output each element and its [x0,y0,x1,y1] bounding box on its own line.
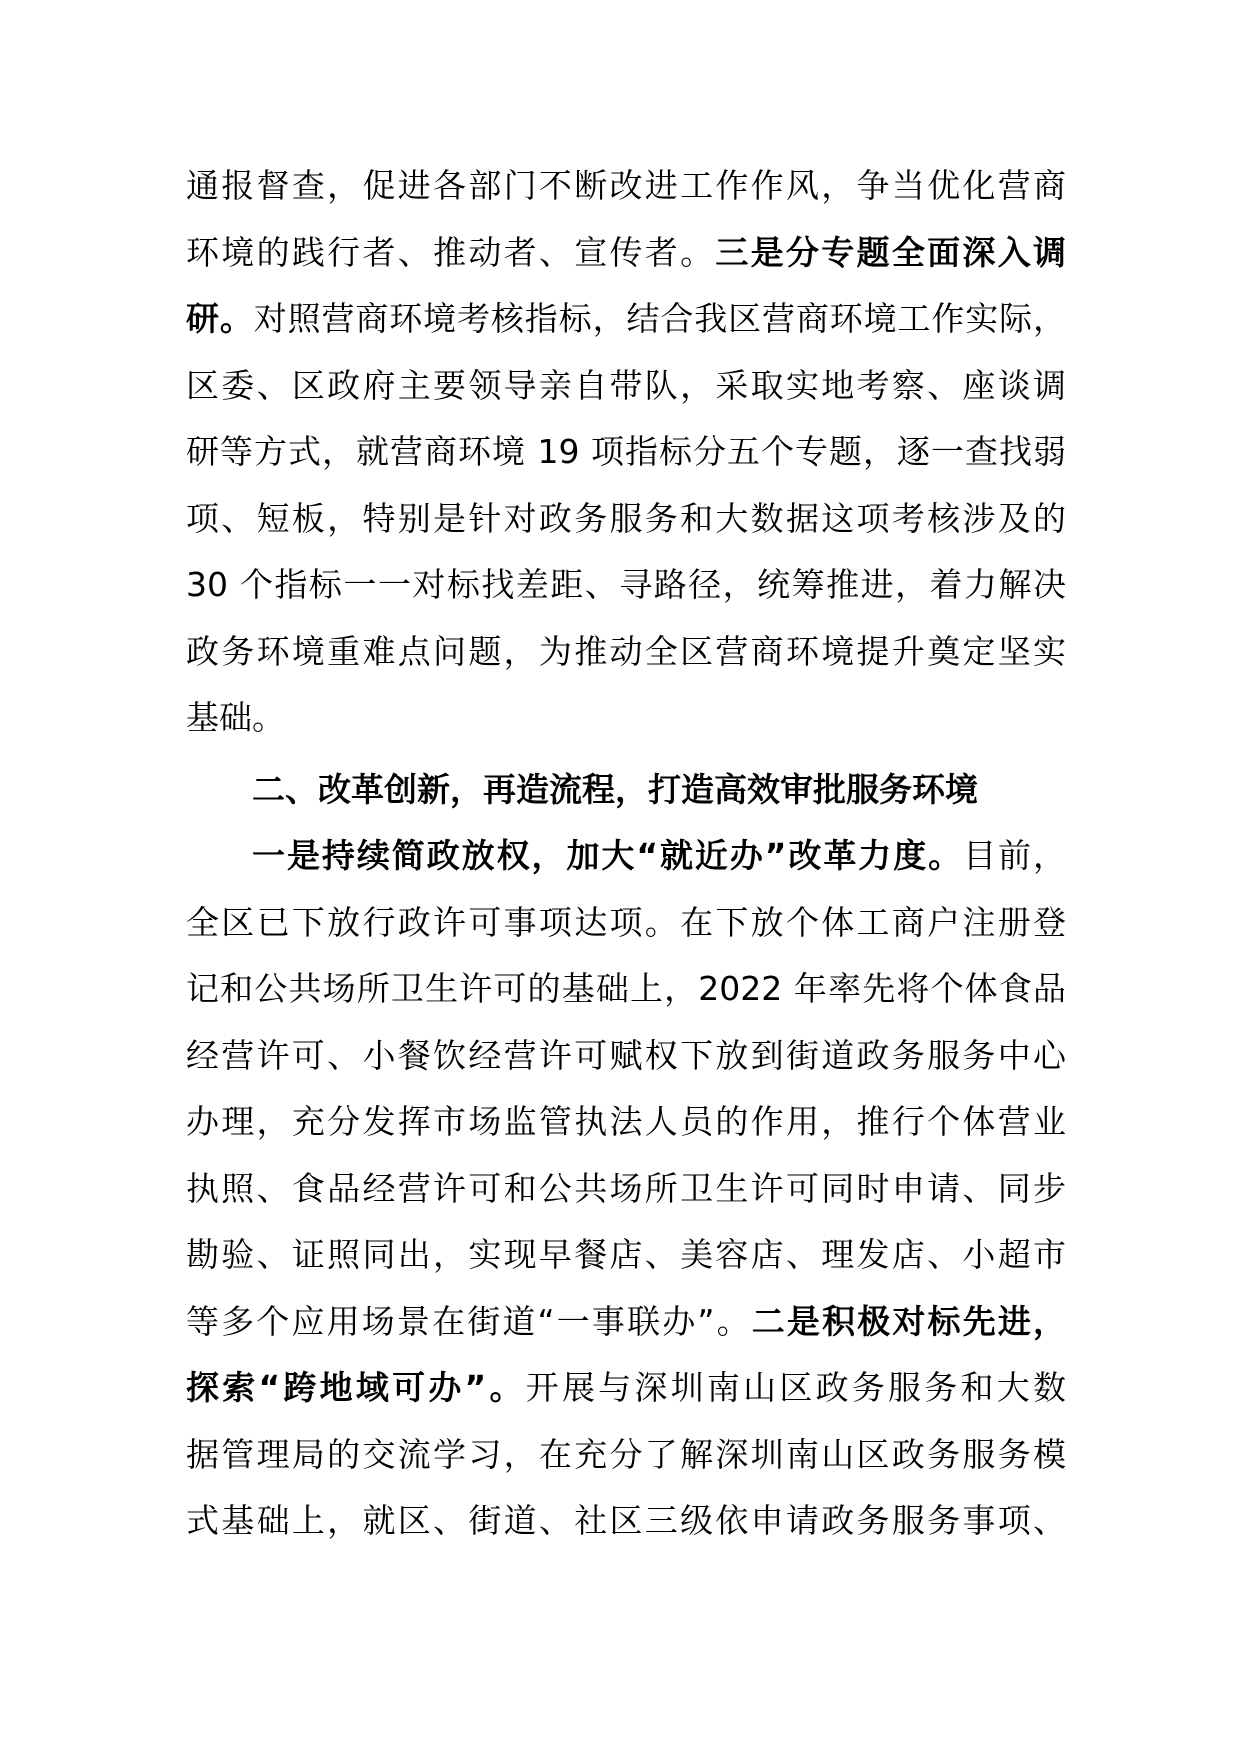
bold-text-run: 二是积极对标先进， [751,1301,1066,1341]
text-run: 等多个应用场景在街道“一事联办”。 [186,1301,752,1341]
paragraph-line: 经营许可、小餐饮经营许可赋权下放到街道政务服务中心 [186,1035,1066,1075]
text-run: 开展与深圳南山区政务服务和大数 [525,1368,1066,1407]
text-run: 对照营商环境考核指标，结合我区营商环境工作实际， [253,299,1066,338]
paragraph-line: 执照、食品经营许可和公共场所卫生许可同时申请、同步 [186,1168,1066,1208]
bold-text-run: 一是持续简政放权，加大“就近办”改革力度。 [252,836,964,875]
document-body [186,153,1066,1555]
paragraph-line [186,220,1066,287]
bold-text-run: 三是分专题全面深入调 [715,232,1066,272]
bold-text-run: 研。 [186,299,254,338]
paragraph-line: 研等方式，就营商环境 19 项指标分五个专题，逐一查找弱 [186,432,1066,471]
paragraph-line: 项、短板，特别是针对政务服务和大数据这项考核涉及的 [186,498,1066,538]
paragraph-line: 通报督查，促进各部门不断改进工作作风，争当优化营商 [186,166,1066,205]
paragraph-line: 办理，充分发挥市场监管执法人员的作用，推行个体营业 [186,1102,1066,1141]
paragraph-line: 全区已下放行政许可事项达项。在下放个体工商户注册登 [186,902,1066,942]
text-run: 目前， [963,836,1066,875]
paragraph-line: 式基础上，就区、街道、社区三级依申请政务服务事项、 [186,1501,1066,1540]
paragraph-line: 区委、区政府主要领导亲自带队，采取实地考察、座谈调 [186,365,1066,405]
paragraph-line: 政务环境重难点问题，为推动全区营商环境提升奠定坚实 [186,631,1066,671]
paragraph-line [186,1355,1066,1422]
paragraph-line [186,823,1066,890]
section-heading: 二、改革创新，再造流程，打造高效审批服务环境 [252,769,978,809]
paragraph-line: 据管理局的交流学习，在充分了解深圳南山区政务服务模 [186,1434,1066,1474]
paragraph-line: 基础。 [186,698,285,737]
paragraph-line: 勘验、证照同出，实现早餐店、美容店、理发店、小超市 [186,1235,1066,1274]
text-run: 环境的践行者、推动者、宣传者。 [186,232,716,272]
paragraph-line: 记和公共场所卫生许可的基础上，2022 年率先将个体食品 [186,969,1066,1008]
paragraph-line [186,1289,1066,1356]
bold-text-run: 探索“跨地域可办”。 [186,1368,526,1407]
paragraph-line [186,286,1066,353]
paragraph-line: 30 个指标一一对标找差距、寻路径，统筹推进，着力解决 [186,565,1066,604]
